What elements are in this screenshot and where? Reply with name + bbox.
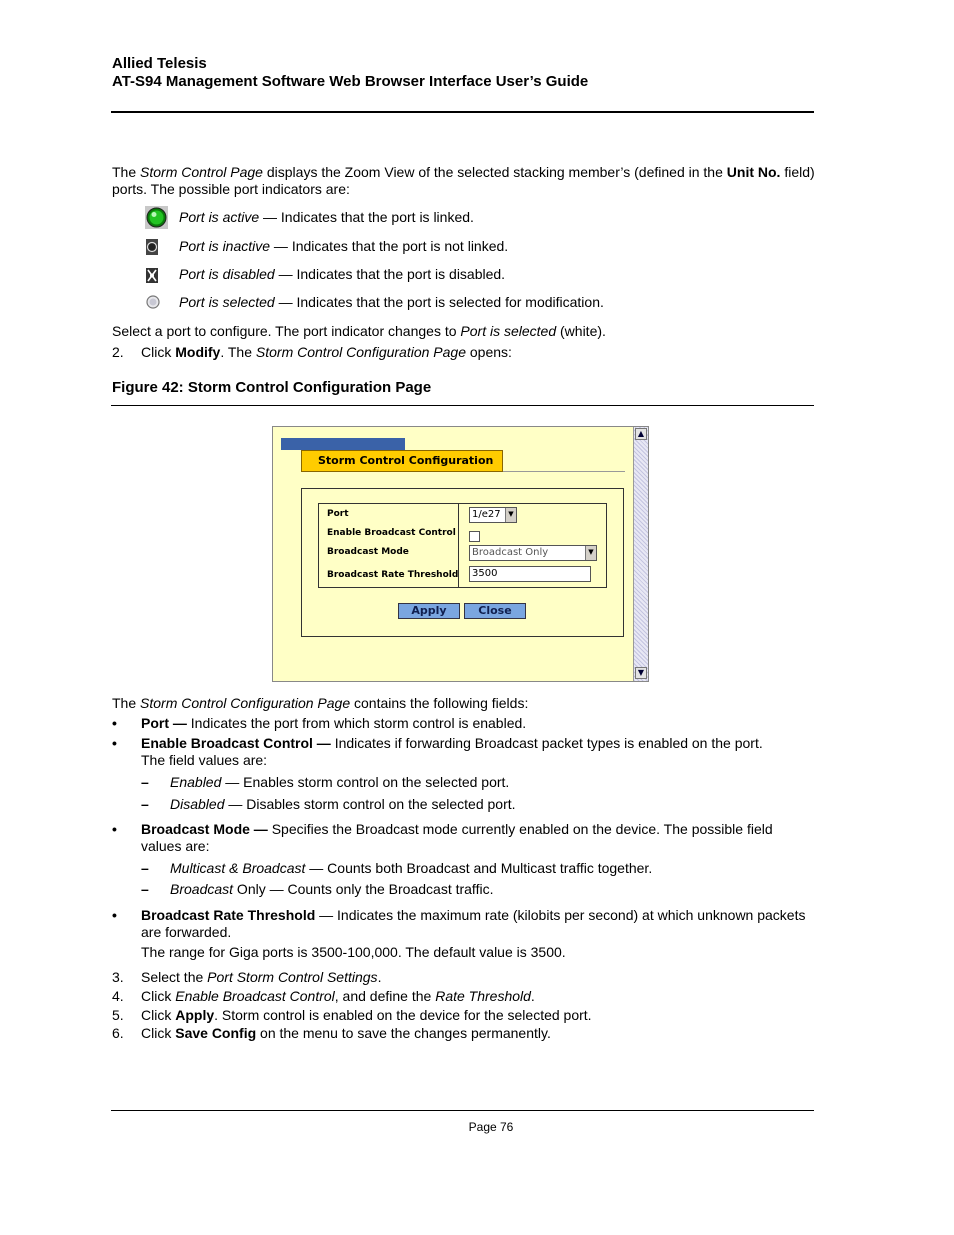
storm-control-screenshot <box>272 426 649 682</box>
step-4-number: 4. <box>112 988 124 1004</box>
enable-broadcast-checkbox[interactable] <box>469 531 480 542</box>
broadcast-mode-select[interactable] <box>469 545 597 561</box>
value-enabled: Enabled — Enables storm control on the selected port. <box>170 774 510 790</box>
port-active-icon <box>145 206 168 232</box>
footer-rule <box>111 1110 814 1111</box>
rate-range-note: The range for Giga ports is 3500-100,000. The default value is 3500. <box>141 944 566 960</box>
bullet-port: Port — Indicates the port from which storm control is enabled. <box>141 715 527 731</box>
close-button[interactable]: Close <box>464 603 526 619</box>
tab-storm-control-configuration[interactable]: Storm Control Configuration <box>301 450 503 472</box>
step-6-number: 6. <box>112 1025 124 1041</box>
bullet-rate-threshold: Broadcast Rate Threshold — Indicates the maximum rate (kilobits per second) at which unknown packets are forwarded. <box>141 907 806 940</box>
chevron-down-icon[interactable]: ▼ <box>585 546 596 560</box>
indicator-active: Port is active — Indicates that the port is linked. <box>179 209 474 225</box>
dash-icon: – <box>141 860 149 876</box>
step-5-number: 5. <box>112 1007 124 1023</box>
guide-title: AT-S94 Management Software Web Browser Interface User’s Guide <box>112 73 589 90</box>
figure-caption: Figure 42: Storm Control Configuration Page <box>112 379 432 396</box>
select-instruction: Select a port to configure. The port indicator changes to Port is selected (white). <box>112 323 606 339</box>
intro-paragraph: The Storm Control Page displays the Zoom View of the selected stacking member’s (defined in the Unit No. field) ports. The possible port indicators are: <box>112 164 815 197</box>
indicator-inactive: Port is inactive — Indicates that the port is not linked. <box>179 238 509 254</box>
enable-broadcast-label: Enable Broadcast Control <box>327 528 456 538</box>
indicator-selected: Port is selected — Indicates that the port is selected for modification. <box>179 294 604 310</box>
broadcast-mode-label: Broadcast Mode <box>327 547 409 557</box>
port-label: Port <box>327 509 349 519</box>
step-3-number: 3. <box>112 969 124 985</box>
dash-icon: – <box>141 881 149 897</box>
dash-icon: – <box>141 774 149 790</box>
bullet-icon: • <box>112 907 117 923</box>
title-bar <box>281 438 405 450</box>
port-inactive-icon <box>146 239 158 258</box>
step-6-text: Click Save Config on the menu to save the changes permanently. <box>141 1025 551 1041</box>
apply-button[interactable]: Apply <box>398 603 460 619</box>
threshold-input[interactable]: 3500 <box>469 566 591 582</box>
vertical-scrollbar[interactable] <box>633 427 648 681</box>
broadcast-mode-value: Broadcast Only <box>472 547 549 558</box>
config-form <box>318 503 607 588</box>
company-name: Allied Telesis <box>112 55 207 72</box>
bullet-broadcast-mode: Broadcast Mode — Specifies the Broadcast mode currently enabled on the device. The possible field values are: <box>141 821 773 854</box>
step-3-text: Select the Port Storm Control Settings. <box>141 969 382 985</box>
port-selected-icon <box>146 295 160 312</box>
bullet-icon: • <box>112 821 117 837</box>
tab-divider <box>503 471 625 472</box>
header-rule <box>111 111 814 113</box>
value-multicast-broadcast: Multicast & Broadcast — Counts both Broadcast and Multicast traffic together. <box>170 860 653 876</box>
caption-rule <box>111 405 814 406</box>
scroll-up-icon[interactable]: ▲ <box>635 428 647 440</box>
page-number: Page 76 <box>468 1120 514 1134</box>
value-broadcast-only: Broadcast Only — Counts only the Broadcast traffic. <box>170 881 494 897</box>
step-2-text: Click Modify. The Storm Control Configuration Page opens: <box>141 344 512 360</box>
port-select-value: 1/e27 <box>472 509 501 520</box>
bullet-icon: • <box>112 715 117 731</box>
threshold-label: Broadcast Rate Threshold <box>327 570 459 580</box>
config-panel <box>301 488 624 637</box>
step-2-number: 2. <box>112 344 124 360</box>
bullet-icon: • <box>112 735 117 751</box>
scroll-down-icon[interactable]: ▼ <box>635 667 647 679</box>
port-disabled-icon <box>146 268 158 286</box>
port-select[interactable] <box>469 507 517 523</box>
step-5-text: Click Apply. Storm control is enabled on the device for the selected port. <box>141 1007 592 1023</box>
value-disabled: Disabled — Disables storm control on the selected port. <box>170 796 516 812</box>
indicator-disabled: Port is disabled — Indicates that the port is disabled. <box>179 266 506 282</box>
step-4-text: Click Enable Broadcast Control, and define the Rate Threshold. <box>141 988 535 1004</box>
chevron-down-icon[interactable]: ▼ <box>505 508 516 522</box>
dash-icon: – <box>141 796 149 812</box>
bullet-enable-broadcast: Enable Broadcast Control — Indicates if forwarding Broadcast packet types is enabled on the port. The field values are: <box>141 735 763 768</box>
contains-paragraph: The Storm Control Configuration Page contains the following fields: <box>112 695 529 711</box>
